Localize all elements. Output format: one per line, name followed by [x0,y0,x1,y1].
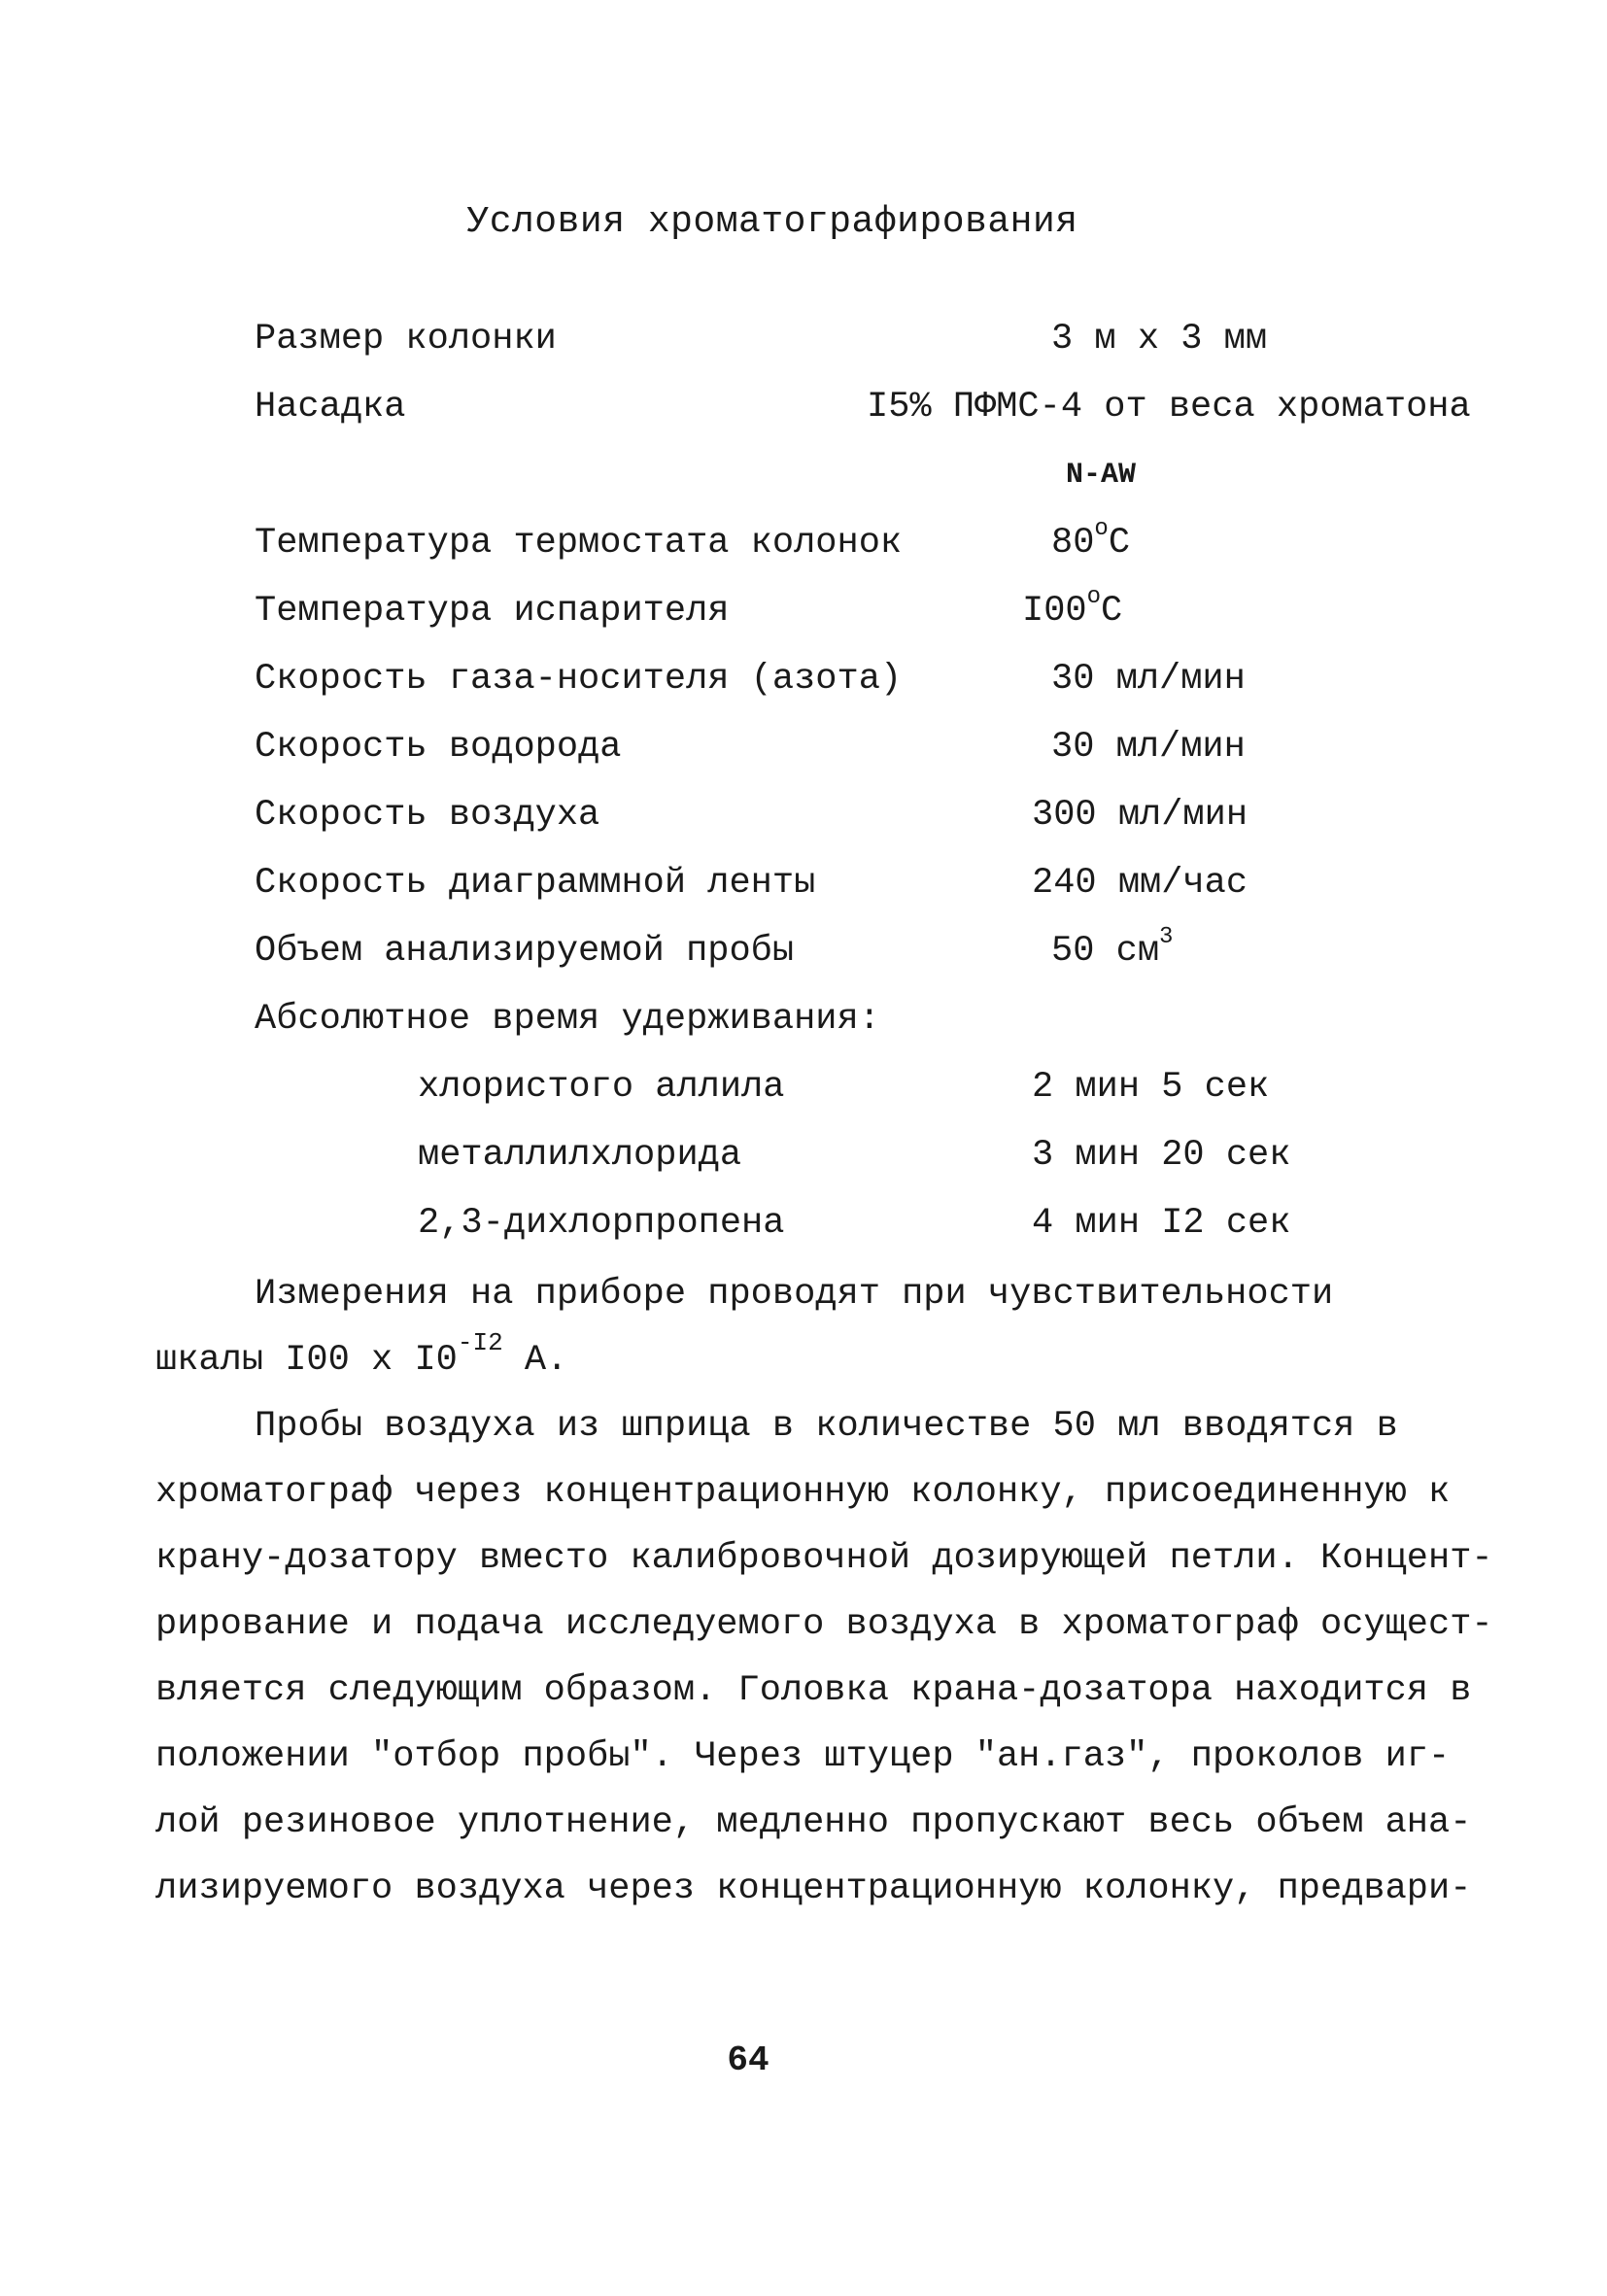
paragraph-line: лой резиновое уплотнение, медленно пропускают весь объем ана- [155,1802,1472,1843]
param-row-hydrogen [255,725,1469,793]
param-row-column-temp [255,516,1469,589]
param-value: I5% ПФМС-4 от веса хроматона [867,387,1471,428]
paragraph-line: вляется следующим образом. Головка крана-дозатора находится в [155,1670,1472,1711]
param-row-carrier-gas [255,657,1469,725]
paragraph-line: положении "отбор пробы". Через штуцер "ан.газ", проколов иг- [155,1736,1451,1777]
param-label: Температура термостата колонок [255,523,903,564]
chromatography-conditions-table [255,317,1469,1269]
temp-unit: C [1108,523,1131,564]
measurement-unit: А. [502,1340,568,1381]
param-row-evaporator-temp [255,584,1469,657]
procedure-paragraph [155,1393,1493,1922]
param-value: 30 мл/мин [1051,659,1246,700]
param-label: Температура испарителя [255,591,730,632]
paragraph-line: рирование и подача исследуемого воздуха в хроматограф осущест- [155,1604,1493,1645]
param-value-continued: N-AW [1066,459,1137,492]
param-row-chart-speed [255,861,1469,929]
param-value [1022,584,1123,634]
param-row-sample-volume [255,924,1469,997]
param-label: Скорость воздуха [255,795,600,836]
page-number: 64 [727,2040,769,2080]
param-label: Размер колонки [255,319,557,360]
param-value: 3 мин 20 сек [1032,1135,1291,1176]
page-title: Условия хроматографирования [466,201,1078,243]
param-value: 240 мм/час [1032,863,1248,904]
param-value: 2 мин 5 сек [1032,1067,1270,1108]
paragraph-line: крану-дозатору вместо калибровочной дозирующей петли. Концент- [155,1538,1493,1579]
volume-text: 50 см [1051,931,1160,972]
param-label: Скорость газа-носителя (азота) [255,659,903,700]
temp-number: 80 [1051,523,1095,564]
param-row-column-size [255,317,1469,385]
param-row-methallyl-chloride [255,1133,1469,1201]
degree-mark: o [1086,584,1102,610]
temp-unit: C [1101,591,1123,632]
param-label: Объем анализируемой пробы [255,931,795,972]
paragraph-line: лизируемого воздуха через концентрационную колонку, предвари- [155,1868,1472,1909]
param-value: 4 мин I2 сек [1032,1203,1291,1244]
temp-number: I00 [1022,591,1087,632]
param-label: Насадка [255,387,406,428]
param-value: 3 м х 3 мм [1051,319,1268,360]
param-row-air [255,793,1469,861]
degree-mark: o [1094,516,1109,542]
param-row-allyl-chloride [255,1065,1469,1133]
param-row-packing [255,385,1469,453]
param-row-dichloropropene [255,1201,1469,1269]
param-label: 2,3-дихлорпропена [418,1203,785,1244]
measurement-exponent: -I2 [457,1328,503,1357]
param-label: Скорость диаграммной ленты [255,863,816,904]
volume-exponent: 3 [1159,924,1174,950]
param-label: Скорость водорода [255,727,622,768]
paragraph-line: хроматограф через концентрационную колонку, присоединенную к [155,1472,1451,1513]
param-row-packing-continued [255,453,1469,521]
param-value: 30 мл/мин [1051,727,1246,768]
param-row-retention-heading [255,997,1469,1065]
paragraph-line: Пробы воздуха из шприца в количестве 50 мл вводятся в [255,1406,1398,1447]
param-value: 300 мл/мин [1032,795,1248,836]
param-label: металлилхлорида [418,1135,742,1176]
retention-heading: Абсолютное время удерживания: [255,999,880,1040]
measurement-text: Измерения на приборе проводят при чувствительности шкалы I00 х I0 [155,1274,1334,1381]
measurement-paragraph [155,1261,1438,1393]
param-value [1051,924,1174,974]
param-label: хлористого аллила [418,1067,785,1108]
param-value [1051,516,1131,565]
